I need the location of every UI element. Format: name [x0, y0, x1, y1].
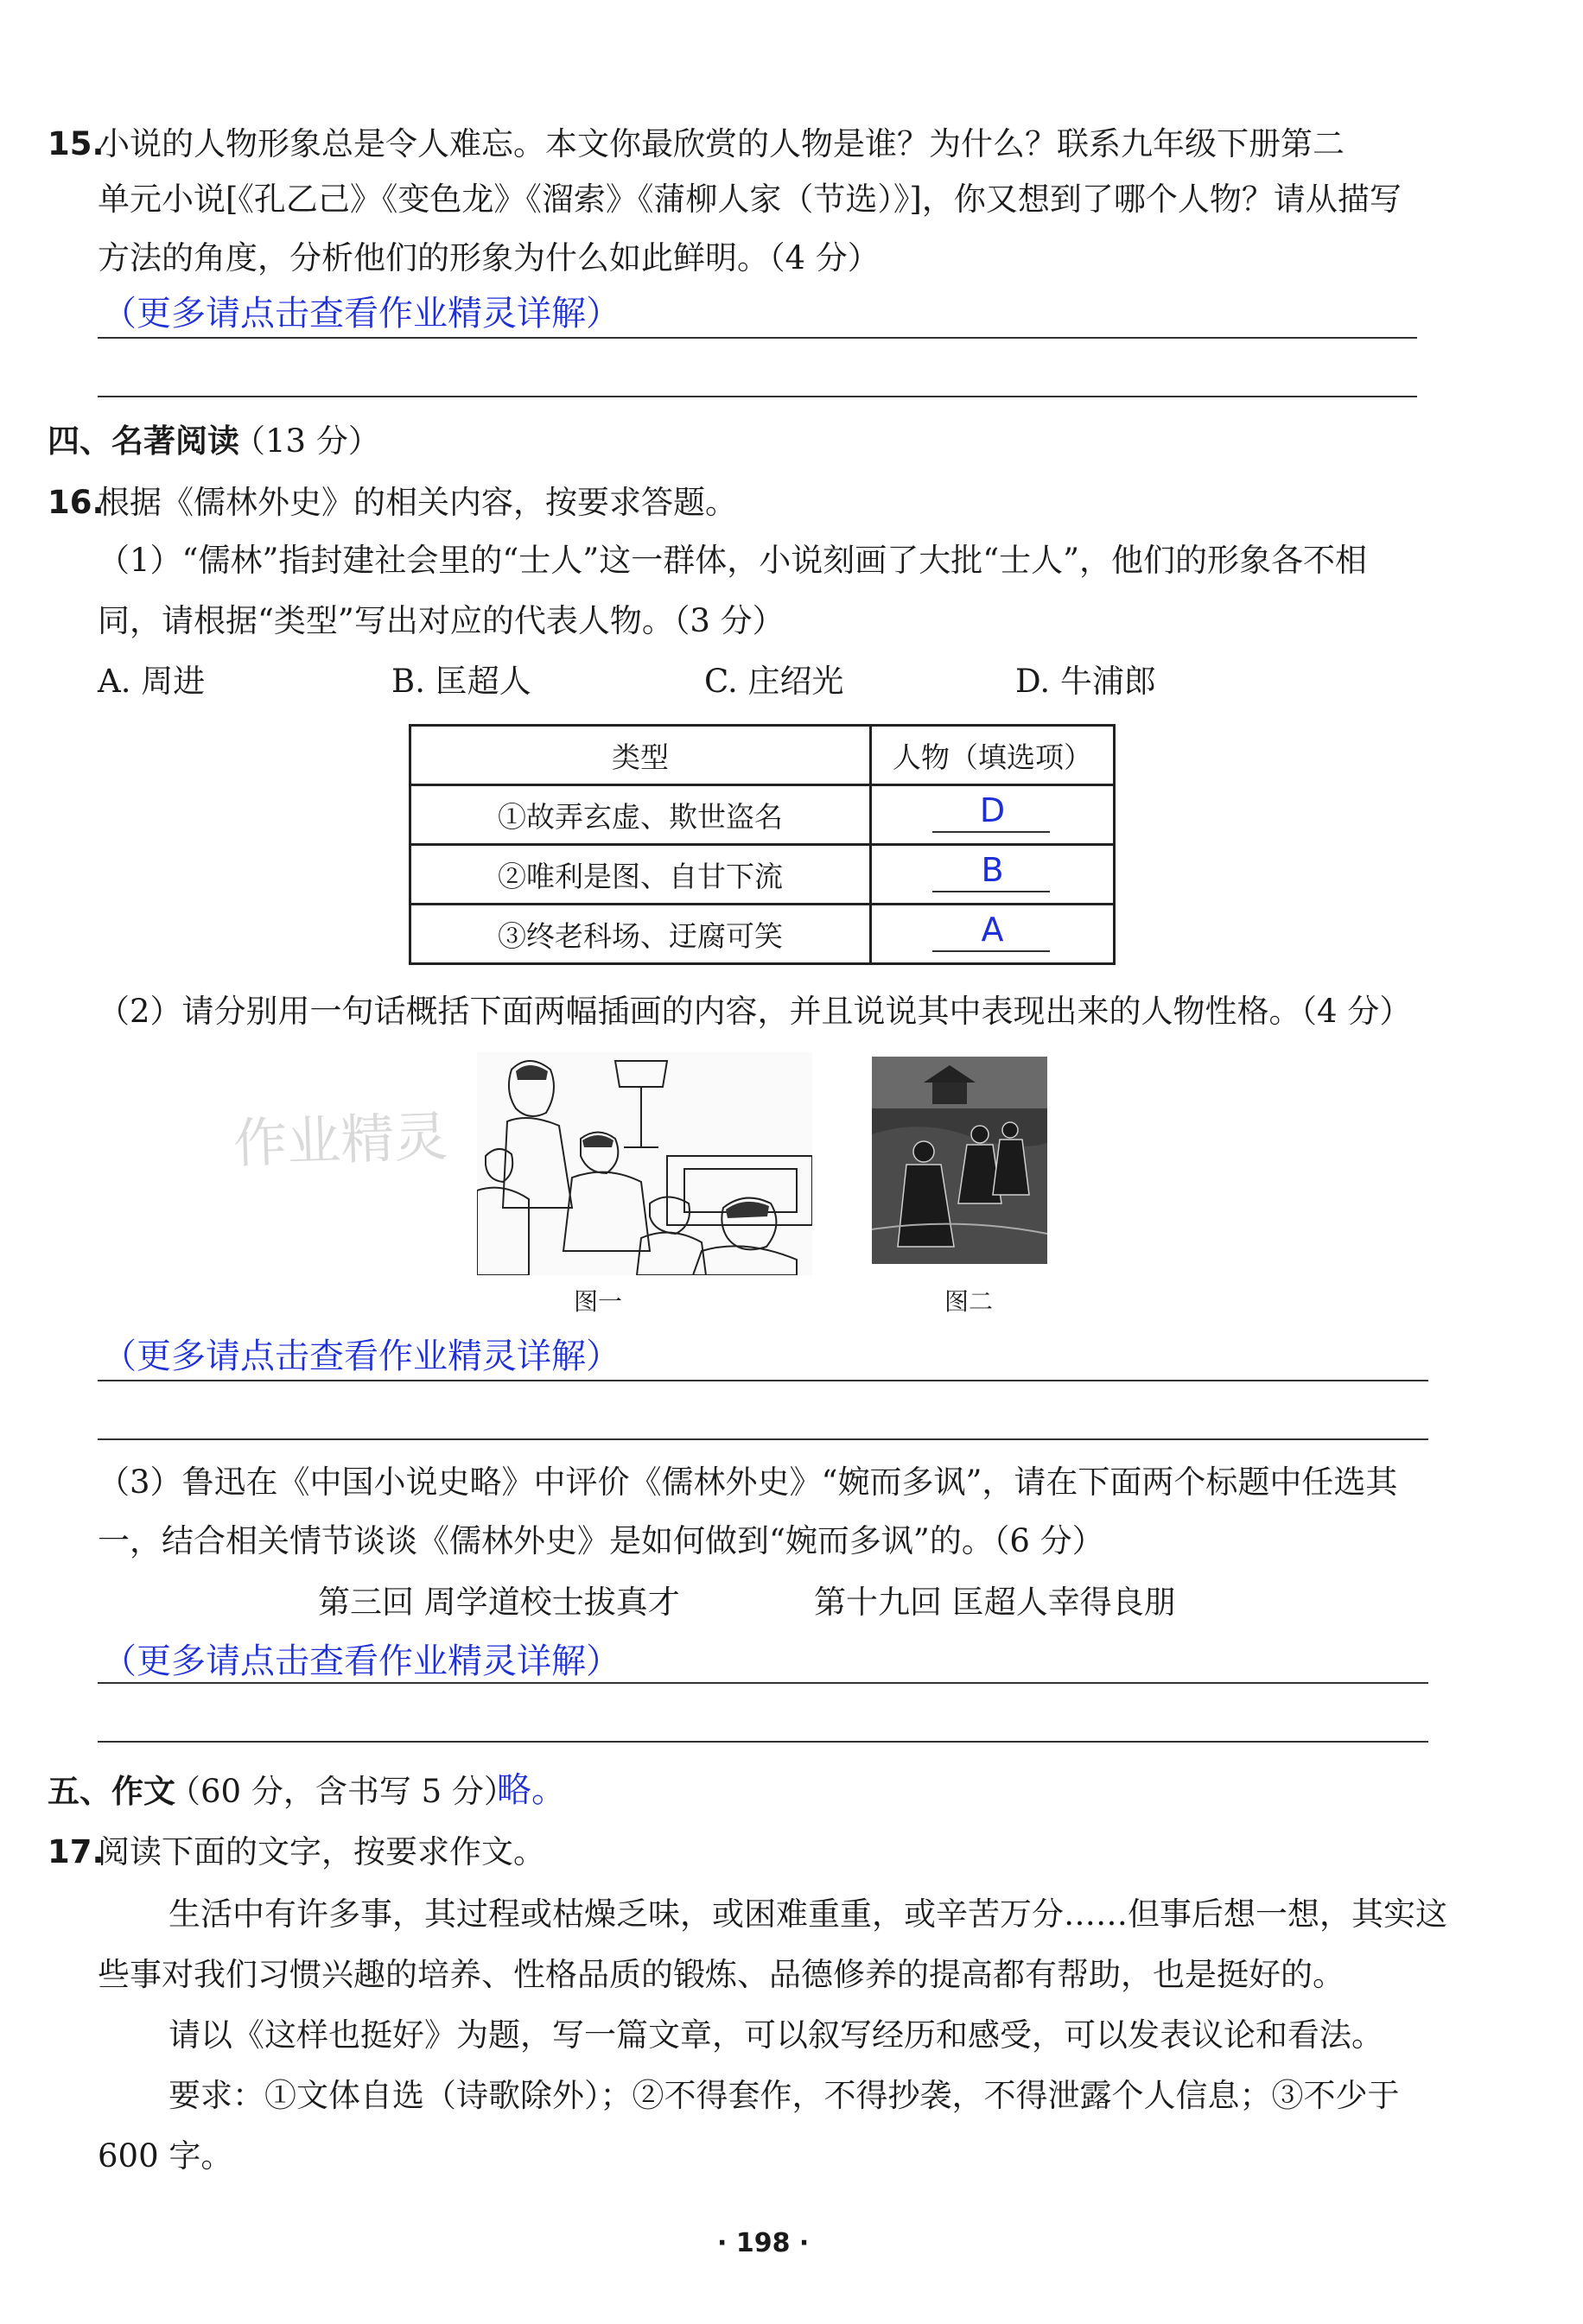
q17-body-line-4: 要求：①文体自选（诗歌除外）；②不得套作，不得抄袭，不得泄露个人信息；③不少于 — [168, 2077, 1400, 2114]
answer-underline — [932, 891, 1050, 892]
table-row — [410, 785, 1115, 845]
answer-underline — [932, 831, 1050, 833]
q15-answer-line-2 — [98, 396, 1417, 397]
figure-1-caption: 图一 — [574, 1287, 623, 1316]
answer-letter: D — [979, 791, 1006, 829]
q17-body-line-5: 600 字。 — [98, 2137, 233, 2175]
table-cell-type: ③终老科场、迂腐可笑 — [410, 905, 871, 964]
table-row — [410, 905, 1115, 964]
q17-body-line-1: 生活中有许多事，其过程或枯燥乏味，或困难重重，或辛苦万分……但事后想一想，其实这 — [168, 1895, 1447, 1933]
section5-score: （60 分，含书写 5 分） — [168, 1773, 516, 1810]
q16-answer-line-4 — [98, 1741, 1428, 1743]
section4-title: 四、名著阅读 — [48, 422, 239, 460]
watermark: 作业精灵 — [232, 1104, 449, 1176]
q16-answer-link-3[interactable]: （更多请点击查看作业精灵详解） — [102, 1641, 620, 1681]
q16-answer-line-1 — [98, 1380, 1428, 1381]
q17-body-line-3: 请以《这样也挺好》为题，写一篇文章，可以叙写经历和感受，可以发表议论和看法。 — [168, 2016, 1383, 2054]
table-row — [410, 845, 1115, 905]
type-table — [409, 724, 1116, 965]
q16-title-2: 第十九回 匡超人幸得良朋 — [814, 1584, 1176, 1621]
q17-body-line-2: 些事对我们习惯兴趣的培养、性格品质的锻炼、品德修养的提高都有帮助，也是挺好的。 — [98, 1956, 1345, 1993]
q15-number: 15. — [48, 125, 105, 162]
table-header-type: 类型 — [410, 726, 871, 785]
q16-option-c: C. 庄绍光 — [704, 663, 844, 700]
table-cell-type: ②唯利是图、自甘下流 — [410, 845, 871, 905]
q15-answer-link[interactable]: （更多请点击查看作业精灵详解） — [102, 294, 620, 333]
q16-p2: （2）请分别用一句话概括下面两幅插画的内容，并且说说其中表现出来的人物性格。（4 分） — [98, 993, 1412, 1030]
q16-answer-line-3 — [98, 1682, 1428, 1684]
q16-title-1: 第三回 周学道校士拔真才 — [318, 1584, 680, 1621]
table-cell-answer — [871, 905, 1115, 964]
table-cell-answer — [871, 785, 1115, 845]
q16-p1-line-2: 同，请根据“类型”写出对应的代表人物。（3 分） — [98, 602, 785, 639]
q16-p3-line-1: （3）鲁迅在《中国小说史略》中评价《儒林外史》“婉而多讽”，请在下面两个标题中任选其 — [98, 1464, 1398, 1501]
table-cell-answer — [871, 845, 1115, 905]
illustration-figure-1 — [477, 1052, 812, 1275]
section5-title: 五、作文 — [48, 1773, 175, 1810]
answer-letter: A — [981, 911, 1004, 949]
q16-answer-line-2 — [98, 1438, 1428, 1440]
q17-stem: 阅读下面的文字，按要求作文。 — [98, 1833, 545, 1870]
q16-option-b: B. 匡超人 — [391, 663, 531, 700]
answer-letter: B — [981, 851, 1004, 889]
q16-p1-line-1: （1）“儒林”指封建社会里的“士人”这一群体，小说刻画了大批“士人”，他们的形象各不相 — [98, 542, 1368, 579]
q16-option-d: D. 牛浦郎 — [1015, 663, 1156, 700]
q16-number: 16. — [48, 484, 105, 521]
q15-line-1: 小说的人物形象总是令人难忘。本文你最欣赏的人物是谁？为什么？联系九年级下册第二 — [98, 125, 1345, 162]
q15-line-2: 单元小说[《孔乙己》《变色龙》《溜索》《蒲柳人家（节选）》]，你又想到了哪个人物？请从描写 — [98, 181, 1402, 218]
section5-answer: 略。 — [497, 1770, 566, 1810]
illustration-figure-2 — [872, 1057, 1047, 1264]
table-cell-type: ①故弄玄虚、欺世盗名 — [410, 785, 871, 845]
section4-score: （13 分） — [233, 422, 380, 460]
q17-number: 17. — [48, 1833, 105, 1870]
q16-option-a: A. 周进 — [98, 663, 206, 700]
page-number: · 198 · — [717, 2228, 810, 2258]
q15-answer-line-1 — [98, 337, 1417, 339]
table-header-person: 人物（填选项） — [871, 726, 1115, 785]
q16-p3-line-2: 一，结合相关情节谈谈《儒林外史》是如何做到“婉而多讽”的。（6 分） — [98, 1522, 1104, 1559]
answer-underline — [932, 950, 1050, 952]
q16-stem: 根据《儒林外史》的相关内容，按要求答题。 — [98, 484, 737, 521]
q16-answer-link-2[interactable]: （更多请点击查看作业精灵详解） — [102, 1337, 620, 1376]
q15-line-3: 方法的角度，分析他们的形象为什么如此鲜明。（4 分） — [98, 239, 880, 276]
figure-2-caption: 图二 — [944, 1287, 994, 1316]
